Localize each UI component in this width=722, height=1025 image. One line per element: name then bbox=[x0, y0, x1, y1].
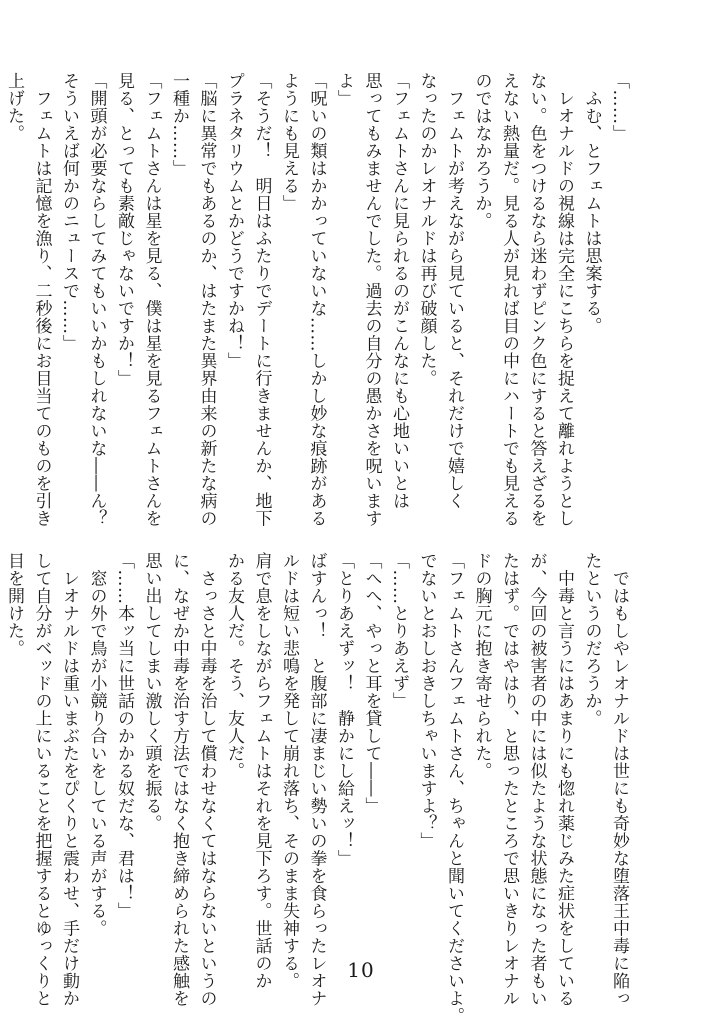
text-line: レオナルドの視線は完全にこちらを捉えて離れようとし bbox=[554, 72, 574, 527]
text-line: ようにも見える」 bbox=[279, 72, 299, 212]
text-line: ばすんっ！ と腹部に凄まじい勢いの拳を食らったレオナ bbox=[306, 552, 327, 1007]
text-line: 目を開けた。 bbox=[4, 552, 24, 657]
text-line: 中毒と言うにはあまりにも惚れ薬じみた症状をしている bbox=[554, 552, 574, 1007]
text-line: レオナルドは重いまぶたをぴくりと震わせ、手だけ動か bbox=[59, 552, 79, 1007]
text-line: かる友人だ。そう、友人だ。 bbox=[224, 552, 244, 780]
text-line: 「フェムトさんに見られるのがこんなにも心地いいとは bbox=[389, 72, 409, 510]
text-line: 「フェムトさんは星を見る、僕は星を見るフェムトさんを bbox=[141, 72, 162, 527]
text-line: ない。色をつけるなら迷わずピンク色にすると答えざるを bbox=[526, 72, 547, 527]
text-line: 見る、とっても素敵じゃないですか！」 bbox=[114, 72, 134, 387]
text-line: 「フェムトさんフェムトさん、ちゃんと聞いてくださいよ。 bbox=[444, 552, 464, 1025]
text-line: のではなかろうか。 bbox=[471, 72, 492, 230]
text-line: ドの胸元に抱き寄せられた。 bbox=[471, 552, 492, 780]
text-line: たはず。ではやはり、と思ったところで思いきりレオナル bbox=[499, 552, 519, 1007]
text-line: 「……とりあえず」 bbox=[389, 552, 409, 710]
text-line: 「とりあえずッ！ 静かにし給えッ！」 bbox=[334, 552, 354, 867]
text-line: えない熱量だ。見る人が見れば目の中にハートでも見える bbox=[499, 72, 519, 527]
text-line: フェムトが考えながら見ていると、それだけで嬉しく bbox=[444, 72, 464, 510]
text-line: さっさと中毒を治して償わせなくてはならないというの bbox=[196, 552, 217, 1007]
text-line: 「そうだ！ 明日はふたりでデートに行きませんか、地下 bbox=[251, 72, 272, 527]
text-line: 「呪いの類はかかっていないな……しかし妙な痕跡がある bbox=[306, 72, 327, 527]
text-line: フェムトは記憶を漁り、二秒後にお目当てのものを引き bbox=[31, 72, 52, 527]
text-line: 思い出してしまい激しく頭を振る。 bbox=[141, 552, 162, 832]
text-line: なったのかレオナルドは再び破顔した。 bbox=[416, 72, 437, 387]
text-line: よ」 bbox=[334, 72, 354, 107]
text-line: 窓の外で鳥が小競り合いをしている声がする。 bbox=[86, 552, 107, 937]
text-line: 「脳に異常でもあるのか、はたまた異界由来の新たな病の bbox=[196, 72, 217, 527]
text-line: たというのだろうか。 bbox=[581, 552, 602, 727]
text-line: して自分がベッドの上にいることを把握するとゆっくりと bbox=[31, 552, 52, 1007]
text-line: 「開頭が必要ならしてみてもいいかもしれないな――ん？ bbox=[86, 72, 107, 527]
text-line: が、今回の被害者の中には似たような状態になった者もい bbox=[526, 552, 547, 1007]
text-line: 一種か……」 bbox=[169, 72, 189, 177]
text-line: 「へへ、やっと耳を貸して――」 bbox=[361, 552, 382, 815]
text-line: 「……本ッ当に世話のかかる奴だな、君は！」 bbox=[114, 552, 134, 920]
text-line: 上げた。 bbox=[4, 72, 24, 142]
text-line: でないとおしおきしちゃいますよ？」 bbox=[416, 552, 437, 850]
upper-text-block bbox=[4, 72, 632, 527]
text-line: そういえば何かのニュースで……」 bbox=[59, 72, 79, 352]
text-line: ではもしやレオナルドは世にも奇妙な堕落王中毒に陥っ bbox=[609, 552, 629, 1007]
page-number: 10 bbox=[347, 958, 375, 982]
text-line: 肩で息をしながらフェムトはそれを見下ろす。世話のか bbox=[251, 552, 272, 990]
text-line: 思ってもみませんでした。過去の自分の愚かさを呪います bbox=[361, 72, 382, 527]
text-line: ふむ、とフェムトは思案する。 bbox=[581, 72, 602, 335]
text-line: プラネタリウムとかどうですかね！」 bbox=[224, 72, 244, 370]
text-line: に、なぜか中毒を治す方法ではなく抱き締められた感触を bbox=[169, 552, 189, 1007]
text-line: 「……」 bbox=[609, 72, 629, 142]
text-line: ルドは短い悲鳴を発して崩れ落ち、そのまま失神する。 bbox=[279, 552, 299, 990]
